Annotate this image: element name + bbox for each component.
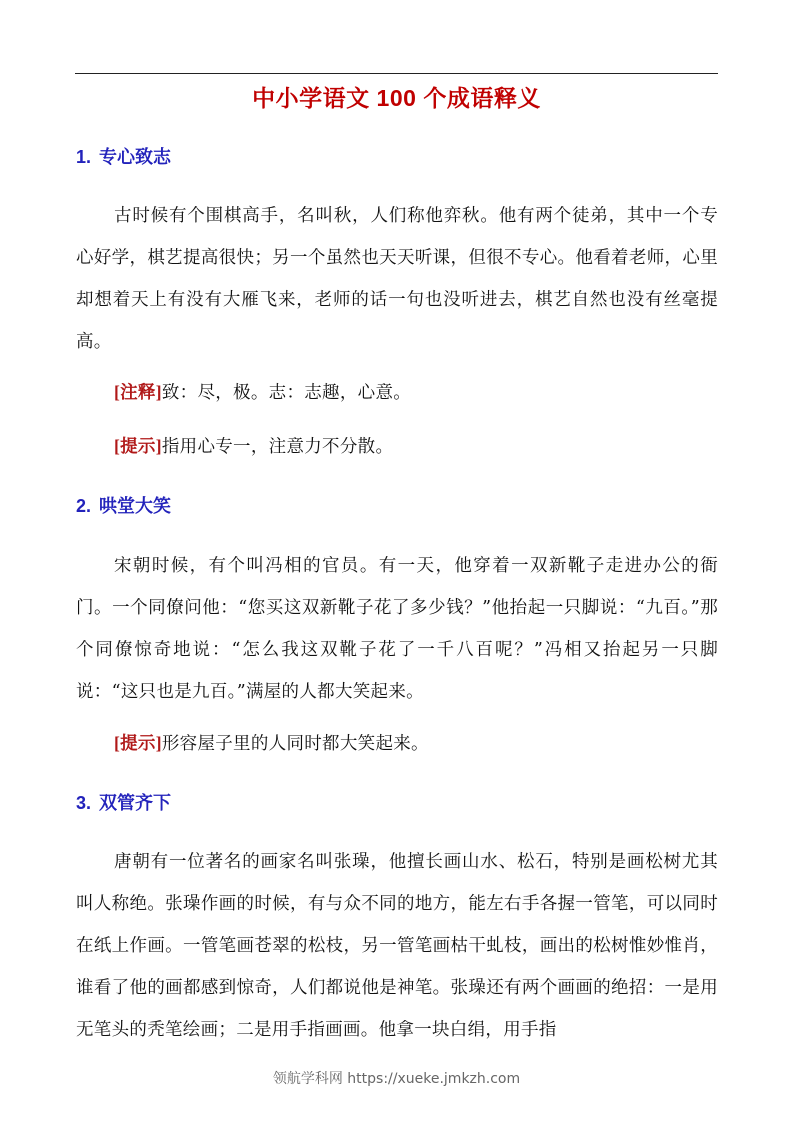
section-title: 专心致志: [99, 147, 172, 167]
section-number: 3.: [76, 793, 92, 813]
section-heading-1: [76, 145, 171, 169]
note-hint-1: [114, 432, 393, 461]
section-number: 1.: [76, 147, 92, 167]
note-tag: [提示]: [114, 733, 162, 753]
section-paragraph-2: 宋朝时候，有个叫冯相的官员。有一天，他穿着一双新靴子走进办公的衙门。一个同僚问他：“您买这双新靴子花了多少钱？”他抬起一只脚说：“九百。”那个同僚惊奇地说：“怎么我这双靴子花了一千八百呢？”冯相又抬起另一只脚说：“这只也是九百。”满屋的人都大笑起来。: [76, 556, 718, 702]
footer-watermark: 领航学科网 https://xueke.jmkzh.com: [272, 1071, 521, 1087]
section-heading-2: [76, 494, 171, 518]
header-rule: [75, 73, 718, 74]
section-paragraph-3: 唐朝有一位著名的画家名叫张璪，他擅长画山水、松石，特别是画松树尤其叫人称绝。张璪作画的时候，有与众不同的地方，能左右手各握一管笔，可以同时在纸上作画。一管笔画苍翠的松枝，另一管笔画枯干虬枝，画出的松树惟妙惟肖，谁看了他的画都感到惊奇，人们都说他是神笔。张璪还有两个画画的绝招：一是用无笔头的秃笔绘画；二是用手指画画。他拿一块白绢，用手指: [76, 852, 718, 1040]
note-tag: [注释]: [114, 382, 162, 402]
note-hint-2: [114, 729, 429, 758]
note-tag: [提示]: [114, 436, 162, 456]
section-number: 2.: [76, 496, 92, 516]
note-text: 指用心专一，注意力不分散。: [161, 437, 394, 457]
note-text: 致：尽，极。志：志趣，心意。: [161, 383, 412, 403]
document-title: 中小学语文 100 个成语释义: [252, 85, 541, 111]
section-paragraph-1: 古时候有个围棋高手，名叫秋，人们称他弈秋。他有两个徒弟，其中一个专心好学，棋艺提高很快；另一个虽然也天天听课，但很不专心。他看着老师，心里却想着天上有没有大雁飞来，老师的话一句也没听进去，棋艺自然也没有丝毫提高。: [76, 206, 718, 352]
note-text: 形容屋子里的人同时都大笑起来。: [161, 734, 429, 754]
section-heading-3: [76, 791, 171, 815]
note-annotation-1: [114, 378, 411, 407]
section-title: 双管齐下: [99, 793, 172, 813]
section-title: 哄堂大笑: [99, 496, 172, 516]
